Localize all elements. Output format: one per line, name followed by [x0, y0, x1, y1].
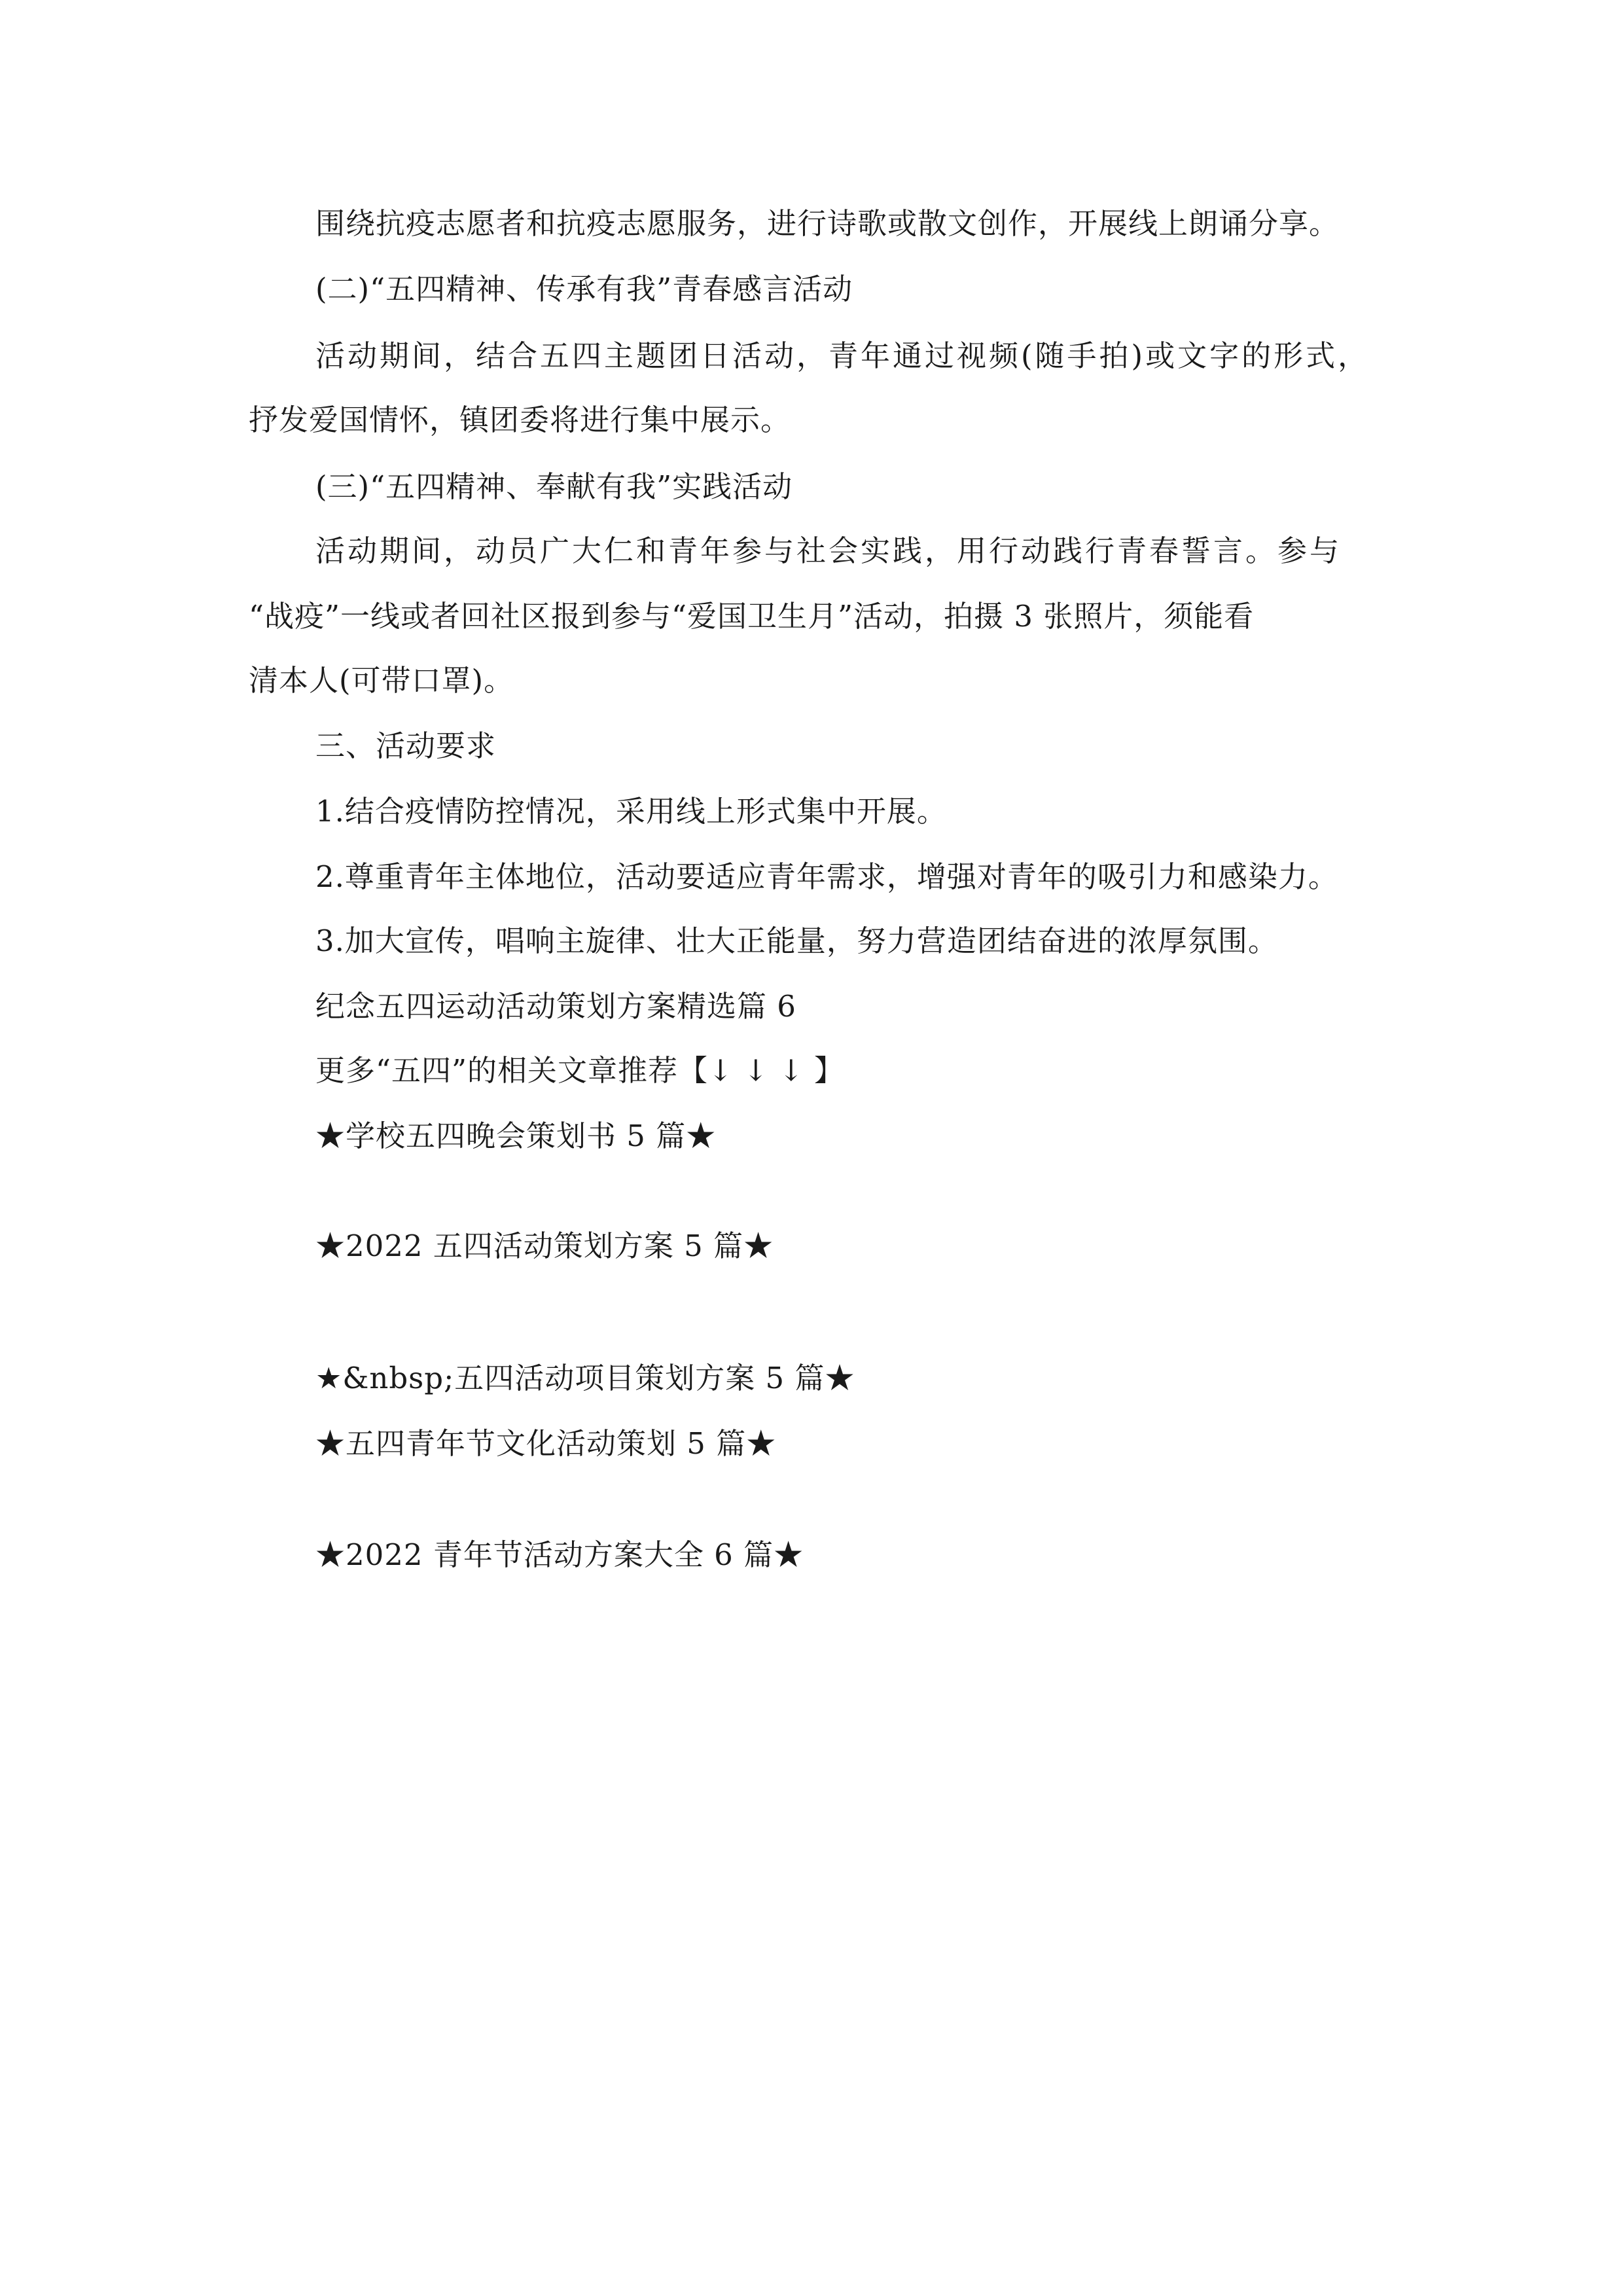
section-heading: (二)“五四精神、传承有我”青春感言活动 [315, 272, 853, 306]
paragraph-line: 清本人(可带口罩)。 [249, 663, 514, 698]
related-article-link[interactable]: ★五四青年节文化活动策划 5 篇★ [315, 1426, 777, 1461]
list-item: 1.结合疫情防控情况，采用线上形式集中开展。 [315, 794, 947, 829]
section-heading: 三、活动要求 [315, 728, 497, 763]
list-item: 3.加大宣传，唱响主旋律、壮大正能量，努力营造团结奋进的浓厚氛围。 [315, 924, 1278, 958]
related-article-link[interactable]: ★&nbsp;五四活动项目策划方案 5 篇★ [315, 1361, 855, 1395]
paragraph-line: 围绕抗疫志愿者和抗疫志愿服务，进行诗歌或散文创作，开展线上朗诵分享。 [315, 206, 1340, 241]
related-article-link[interactable]: ★学校五四晚会策划书 5 篇★ [315, 1119, 717, 1153]
related-article-link[interactable]: ★2022 青年节活动方案大全 6 篇★ [315, 1537, 804, 1572]
paragraph-line: “战疫”一线或者回社区报到参与“爱国卫生月”活动，拍摄 3 张照片，须能看 [249, 599, 1255, 634]
related-articles-heading: 更多“五四”的相关文章推荐【↓ ↓ ↓ 】 [315, 1053, 845, 1088]
paragraph-line: 抒发爱国情怀，镇团委将进行集中展示。 [249, 403, 791, 437]
section-heading: 纪念五四运动活动策划方案精选篇 6 [315, 989, 796, 1024]
list-item: 2.尊重青年主体地位，活动要适应青年需求，增强对青年的吸引力和感染力。 [315, 859, 1338, 894]
section-heading: (三)“五四精神、奉献有我”实践活动 [315, 469, 793, 504]
related-article-link[interactable]: ★2022 五四活动策划方案 5 篇★ [315, 1229, 774, 1263]
paragraph-line: 活动期间，结合五四主题团日活动，青年通过视频(随手拍)或文字的形式， [315, 338, 1370, 373]
paragraph-line: 活动期间，动员广大仁和青年参与社会实践，用行动践行青春誓言。参与 [315, 533, 1342, 568]
